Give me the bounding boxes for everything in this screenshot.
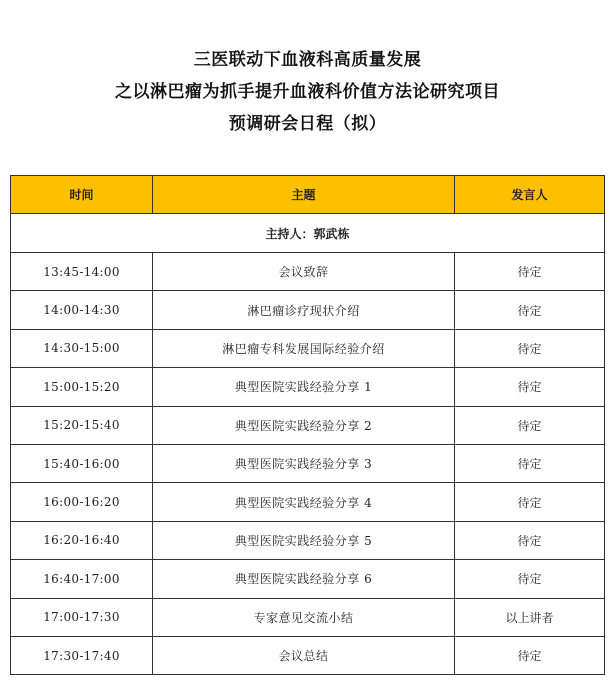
table-row	[11, 291, 605, 329]
topic-cell: 淋巴瘤专科发展国际经验介绍	[153, 329, 455, 367]
document-title	[0, 44, 615, 140]
topic-cell: 淋巴瘤诊疗现状介绍	[153, 291, 455, 329]
time-cell: 16:40-17:00	[11, 560, 153, 598]
topic-cell: 会议总结	[153, 636, 455, 674]
title-line-2: 之以淋巴瘤为抓手提升血液科价值方法论研究项目	[115, 82, 500, 102]
speaker-cell: 待定	[455, 368, 605, 406]
topic-cell: 典型医院实践经验分享 6	[153, 560, 455, 598]
topic-cell: 典型医院实践经验分享 4	[153, 483, 455, 521]
time-cell: 17:00-17:30	[11, 598, 153, 636]
table-row	[11, 521, 605, 559]
title-line-3: 预调研会日程（拟）	[228, 114, 387, 134]
table-row	[11, 329, 605, 367]
topic-cell: 典型医院实践经验分享 3	[153, 444, 455, 482]
title-line-1: 三医联动下血液科高质量发展	[193, 50, 422, 70]
host-cell: 主持人：郭武栋	[11, 214, 605, 253]
time-cell: 14:30-15:00	[11, 329, 153, 367]
table-row	[11, 253, 605, 291]
host-row	[11, 214, 605, 253]
table-row	[11, 483, 605, 521]
table-row	[11, 560, 605, 598]
topic-cell: 典型医院实践经验分享 5	[153, 521, 455, 559]
speaker-cell: 待定	[455, 291, 605, 329]
table-row	[11, 406, 605, 444]
time-cell: 16:20-16:40	[11, 521, 153, 559]
speaker-cell: 待定	[455, 444, 605, 482]
header-speaker: 发言人	[455, 176, 605, 214]
header-time: 时间	[11, 176, 153, 214]
speaker-cell: 待定	[455, 253, 605, 291]
table-row	[11, 444, 605, 482]
speaker-cell: 待定	[455, 521, 605, 559]
table-row	[11, 636, 605, 674]
time-cell: 14:00-14:30	[11, 291, 153, 329]
speaker-cell: 待定	[455, 483, 605, 521]
speaker-cell: 待定	[455, 329, 605, 367]
time-cell: 15:00-15:20	[11, 368, 153, 406]
table-row	[11, 368, 605, 406]
topic-cell: 典型医院实践经验分享 2	[153, 406, 455, 444]
speaker-cell: 待定	[455, 636, 605, 674]
time-cell: 15:20-15:40	[11, 406, 153, 444]
speaker-cell: 待定	[455, 560, 605, 598]
header-topic: 主题	[153, 176, 455, 214]
topic-cell: 专家意见交流小结	[153, 598, 455, 636]
time-cell: 17:30-17:40	[11, 636, 153, 674]
time-cell: 15:40-16:00	[11, 444, 153, 482]
time-cell: 13:45-14:00	[11, 253, 153, 291]
time-cell: 16:00-16:20	[11, 483, 153, 521]
topic-cell: 典型医院实践经验分享 1	[153, 368, 455, 406]
table-row	[11, 598, 605, 636]
topic-cell: 会议致辞	[153, 253, 455, 291]
speaker-cell: 待定	[455, 406, 605, 444]
schedule-table	[10, 175, 605, 675]
table-header-row	[11, 176, 605, 214]
speaker-cell: 以上讲者	[455, 598, 605, 636]
